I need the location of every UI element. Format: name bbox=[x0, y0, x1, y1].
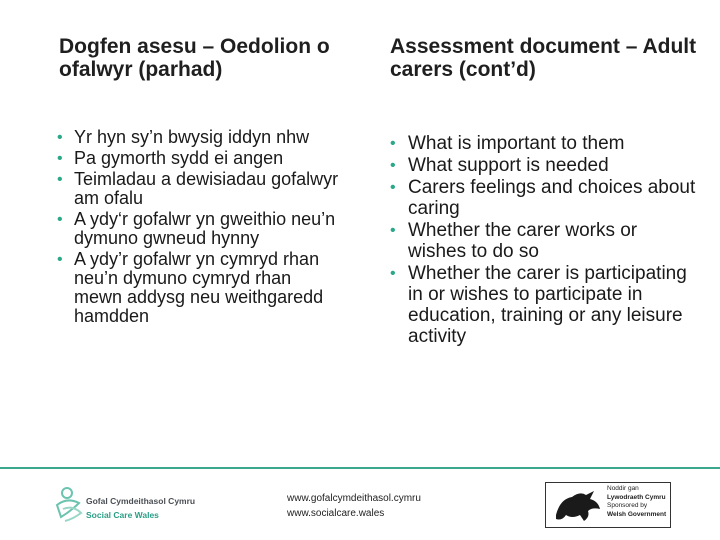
list-item bbox=[390, 133, 700, 154]
list-item-text: Whether the carer is participating in or wishes to participate in education, training or any leisure activity bbox=[408, 263, 687, 347]
list-item bbox=[390, 155, 700, 176]
sponsor-english-name: Welsh Government bbox=[607, 510, 667, 518]
list-item bbox=[57, 170, 342, 208]
logo-english-name: Social Care Wales bbox=[86, 510, 159, 520]
bullet-icon: • bbox=[390, 179, 396, 196]
list-item bbox=[57, 250, 342, 326]
footer-divider bbox=[0, 467, 720, 469]
list-item-text: What support is needed bbox=[408, 155, 609, 176]
list-item bbox=[57, 128, 342, 147]
bullet-icon: • bbox=[57, 150, 63, 167]
list-item bbox=[57, 149, 342, 168]
bullet-icon: • bbox=[57, 211, 63, 228]
list-item bbox=[390, 263, 700, 347]
dragon-icon bbox=[550, 485, 606, 525]
welsh-title: Dogfen asesu – Oedolion o ofalwyr (parhad) bbox=[59, 35, 330, 81]
sponsor-welsh-label: Noddir gan bbox=[607, 485, 639, 492]
english-title: Assessment document – Adult carers (cont’d) bbox=[390, 35, 697, 81]
welsh-url-link[interactable]: www.gofalcymdeithasol.cymru bbox=[287, 493, 421, 504]
bullet-icon: • bbox=[390, 157, 396, 174]
bullet-icon: • bbox=[57, 129, 63, 146]
english-bullet-list bbox=[390, 133, 700, 348]
list-item-text: Pa gymorth sydd ei angen bbox=[74, 148, 284, 168]
bullet-icon: • bbox=[57, 171, 63, 188]
list-item-text: A ydy‘r gofalwr yn gweithio neu’n dymuno gwneud hynny bbox=[74, 209, 336, 248]
list-item-text: Yr hyn sy’n bwysig iddyn nhw bbox=[74, 127, 310, 147]
logo-welsh-name: Gofal Cymdeithasol Cymru bbox=[86, 496, 196, 506]
footer-urls bbox=[287, 491, 421, 521]
sponsor-english-label: Sponsored by bbox=[607, 502, 648, 509]
sponsor-welsh-name: Lywodraeth Cymru bbox=[607, 493, 666, 501]
list-item-text: A ydy’r gofalwr yn cymryd rhan neu’n dymuno cymryd rhan mewn addysg neu weithgaredd hamdden bbox=[74, 249, 324, 326]
bullet-icon: • bbox=[390, 222, 396, 239]
list-item-text: Whether the carer works or wishes to do so bbox=[408, 220, 638, 262]
bullet-icon: • bbox=[57, 251, 63, 268]
logo-wordmark bbox=[86, 494, 195, 522]
bullet-icon: • bbox=[390, 135, 396, 152]
sponsor-text bbox=[607, 485, 666, 519]
list-item bbox=[57, 210, 342, 248]
list-item-text: What is important to them bbox=[408, 133, 625, 154]
list-item bbox=[390, 220, 700, 262]
bullet-icon: • bbox=[390, 265, 396, 282]
english-url-link[interactable]: www.socialcare.wales bbox=[287, 508, 385, 519]
list-item-text: Teimladau a dewisiadau gofalwyr am ofalu bbox=[74, 169, 339, 208]
list-item bbox=[390, 177, 700, 219]
list-item-text: Carers feelings and choices about caring bbox=[408, 177, 696, 219]
welsh-bullet-list bbox=[57, 128, 342, 328]
